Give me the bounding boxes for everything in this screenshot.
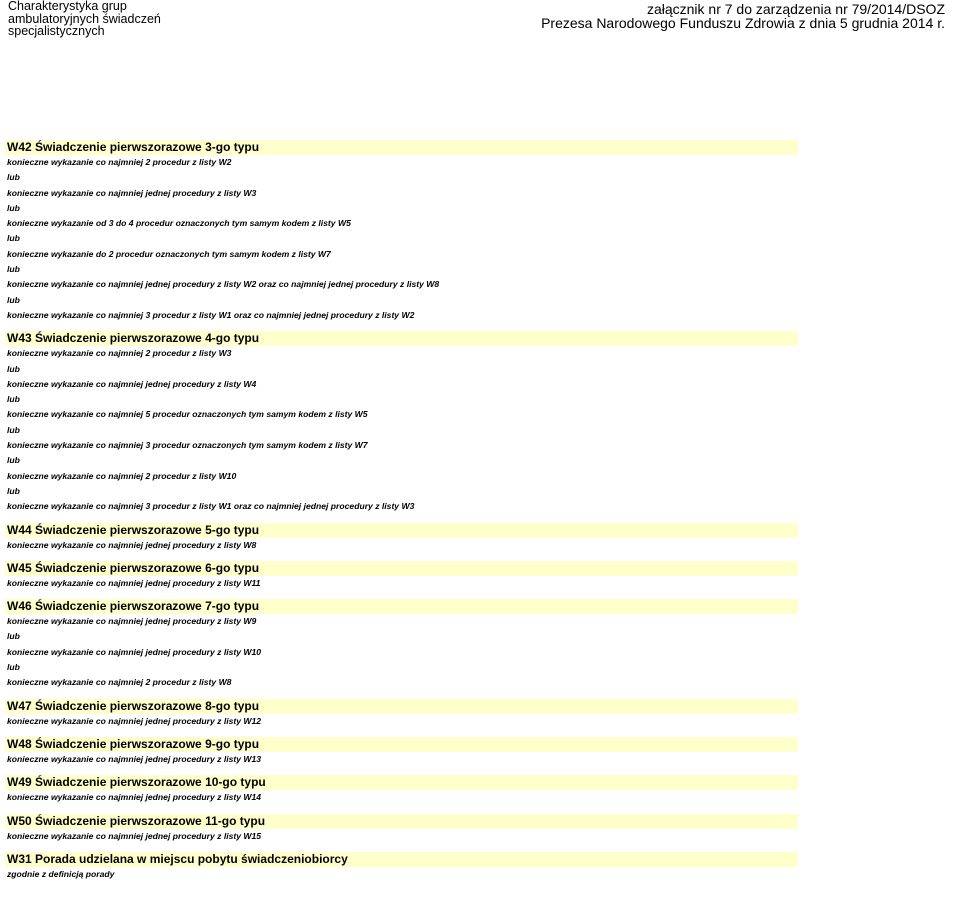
condition-line: konieczne wykazanie co najmniej jednej procedury z listy W14 bbox=[7, 792, 262, 803]
or-separator: lub bbox=[7, 233, 20, 244]
section bbox=[0, 140, 960, 323]
condition-line: konieczne wykazanie co najmniej jednej procedury z listy W3 bbox=[7, 187, 257, 198]
section-title: W47 Świadczenie pierwszorazowe 8-go typu bbox=[5, 699, 798, 714]
or-separator: lub bbox=[7, 631, 20, 642]
condition-line: konieczne wykazanie co najmniej jednej procedury z listy W8 bbox=[7, 539, 257, 550]
condition-line: konieczne wykazanie co najmniej 2 procedur z listy W3 bbox=[7, 348, 232, 359]
header-left-line: specjalistycznych bbox=[8, 24, 105, 38]
condition-line: konieczne wykazanie co najmniej jednej procedury z listy W15 bbox=[7, 830, 262, 841]
condition-line: konieczne wykazanie od 3 do 4 procedur oznaczonych tym samym kodem z listy W5 bbox=[7, 218, 351, 229]
section bbox=[0, 599, 960, 690]
header-right-line: Prezesa Narodowego Funduszu Zdrowia z dnia 5 grudnia 2014 r. bbox=[541, 15, 945, 31]
condition-line: konieczne wykazanie co najmniej jednej procedury z listy W12 bbox=[7, 715, 262, 726]
condition-line: konieczne wykazanie do 2 procedur oznaczonych tym samym kodem z listy W7 bbox=[7, 248, 331, 259]
document-header-left bbox=[8, 0, 161, 38]
section bbox=[0, 775, 960, 805]
section bbox=[0, 331, 960, 514]
header-left-line: ambulatoryjnych świadczeń bbox=[8, 11, 161, 26]
condition-line: konieczne wykazanie co najmniej 3 procedur oznaczonych tym samym kodem z listy W7 bbox=[7, 440, 368, 451]
or-separator: lub bbox=[7, 363, 20, 374]
condition-line: zgodnie z definicją porady bbox=[7, 868, 115, 879]
condition-line: konieczne wykazanie co najmniej jednej procedury z listy W2 oraz co najmniej jednej procedury z listy W8 bbox=[7, 279, 440, 290]
or-separator: lub bbox=[7, 294, 20, 305]
section-title: W44 Świadczenie pierwszorazowe 5-go typu bbox=[5, 523, 798, 538]
or-separator: lub bbox=[7, 172, 20, 183]
header-right-line: załącznik nr 7 do zarządzenia nr 79/2014/DSOZ bbox=[646, 1, 945, 17]
or-separator: lub bbox=[7, 455, 20, 466]
section-title: W46 Świadczenie pierwszorazowe 7-go typu bbox=[5, 599, 798, 614]
section-title: W42 Świadczenie pierwszorazowe 3-go typu bbox=[5, 140, 798, 155]
header-left-line: Charakterystyka grup bbox=[8, 0, 127, 13]
condition-line: konieczne wykazanie co najmniej jednej procedury z listy W13 bbox=[7, 753, 262, 764]
condition-line: konieczne wykazanie co najmniej 2 procedur z listy W2 bbox=[7, 157, 232, 167]
section-title: W49 Świadczenie pierwszorazowe 10-go typu bbox=[5, 775, 798, 790]
condition-line: konieczne wykazanie co najmniej jednej procedury z listy W4 bbox=[7, 378, 257, 389]
condition-line: konieczne wykazanie co najmniej jednej procedury z listy W10 bbox=[7, 646, 262, 657]
or-separator: lub bbox=[7, 394, 20, 405]
condition-line: konieczne wykazanie co najmniej 3 procedur z listy W1 oraz co najmniej jednej procedury z listy W3 bbox=[7, 501, 415, 512]
or-separator: lub bbox=[7, 662, 20, 673]
condition-line: konieczne wykazanie co najmniej 5 procedur oznaczonych tym samym kodem z listy W5 bbox=[7, 409, 368, 420]
or-separator: lub bbox=[7, 424, 20, 435]
section-title: W50 Świadczenie pierwszorazowe 11-go typu bbox=[5, 814, 798, 829]
section-title: W31 Porada udzielana w miejscu pobytu świadczeniobiorcy bbox=[5, 852, 798, 867]
condition-line: konieczne wykazanie co najmniej jednej procedury z listy W9 bbox=[7, 616, 257, 627]
document-header-right bbox=[541, 2, 945, 30]
or-separator: lub bbox=[7, 264, 20, 275]
condition-line: konieczne wykazanie co najmniej 2 procedur z listy W8 bbox=[7, 677, 232, 688]
condition-line: konieczne wykazanie co najmniej 2 procedur z listy W10 bbox=[7, 470, 237, 481]
section bbox=[0, 737, 960, 767]
section bbox=[0, 814, 960, 844]
or-separator: lub bbox=[7, 202, 20, 213]
or-separator: lub bbox=[7, 485, 20, 496]
section-title: W45 Świadczenie pierwszorazowe 6-go typu bbox=[5, 561, 798, 576]
section bbox=[0, 852, 960, 882]
condition-line: konieczne wykazanie co najmniej jednej procedury z listy W11 bbox=[7, 577, 261, 588]
section bbox=[0, 561, 960, 591]
condition-line: konieczne wykazanie co najmniej 3 procedur z listy W1 oraz co najmniej jednej procedury z listy W2 bbox=[7, 309, 415, 320]
sections-list bbox=[0, 140, 960, 890]
section-title: W48 Świadczenie pierwszorazowe 9-go typu bbox=[5, 737, 798, 752]
section bbox=[0, 699, 960, 729]
section bbox=[0, 523, 960, 553]
section-title: W43 Świadczenie pierwszorazowe 4-go typu bbox=[5, 331, 798, 346]
